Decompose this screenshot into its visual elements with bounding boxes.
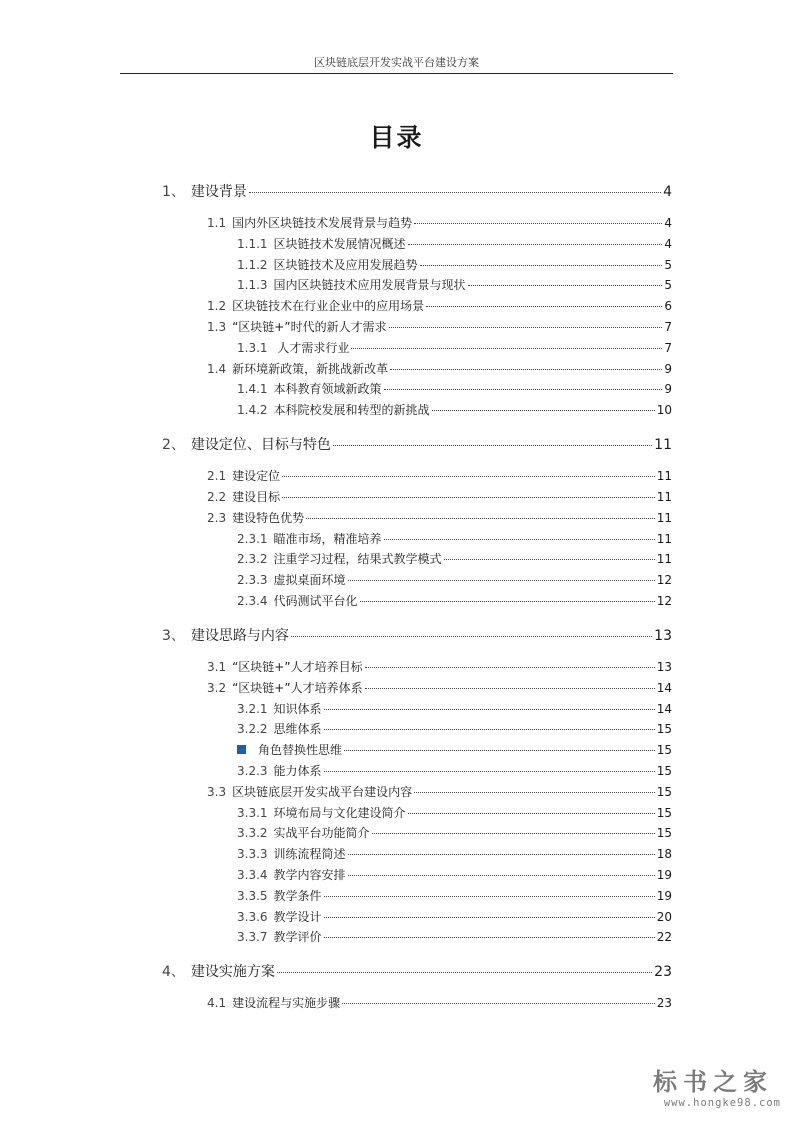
toc-entry-number: 3.2.1 [237, 701, 268, 716]
toc-entry[interactable] [207, 318, 672, 335]
toc-entry[interactable] [237, 530, 672, 547]
toc-page-number: 5 [664, 278, 672, 293]
toc-entry-title: 区块链技术在行业企业中的应用场景 [232, 299, 425, 314]
toc-entry[interactable] [237, 824, 672, 841]
toc-entry[interactable] [207, 783, 672, 800]
toc-entry[interactable] [207, 679, 672, 696]
toc-entry[interactable] [237, 762, 672, 779]
toc-entry-number: 1.3.1 [237, 340, 268, 355]
toc-page-number: 12 [656, 573, 672, 588]
toc-entry[interactable] [237, 571, 672, 588]
toc-entry-number: 3、 [162, 628, 185, 644]
toc-entry-title: 国内区块链技术应用发展背景与现状 [273, 278, 466, 293]
toc-page-number: 9 [664, 361, 672, 376]
toc-entry-number: 1.1 [207, 216, 227, 230]
toc-entry-number: 3.3.5 [237, 888, 268, 903]
toc-entry-title: 本科院校发展和转型的新挑战 [273, 403, 430, 418]
toc-entry-number: 3.2 [207, 680, 227, 695]
toc-leader-dots [426, 306, 662, 307]
toc-leader-dots [348, 875, 655, 876]
toc-leader-dots [414, 792, 655, 793]
toc-page-number: 4 [664, 236, 672, 251]
toc-entry-number: 3.3.1 [237, 805, 268, 820]
toc-leader-dots [324, 937, 655, 938]
toc-page-number: 6 [664, 299, 672, 314]
toc-entry-title: 教学评价 [273, 930, 322, 945]
toc-entry[interactable] [207, 488, 672, 505]
toc-leader-dots [291, 636, 652, 637]
toc-entry-number: 1.4.2 [237, 403, 268, 418]
toc-leader-dots [408, 813, 655, 814]
toc-leader-dots [282, 476, 655, 477]
toc-page-number: 9 [664, 382, 672, 397]
toc-leader-dots [384, 389, 663, 390]
toc-page-number: 23 [654, 964, 672, 981]
toc-entry-title: “区块链+”时代的新人才需求 [232, 320, 387, 334]
toc-entry-number: 2.3.1 [237, 531, 268, 546]
toc-leader-dots [249, 192, 661, 193]
toc-entry-number: 1.4 [207, 361, 227, 376]
toc-entry-title: “区块链+”人才培养目标 [232, 660, 363, 674]
toc-entry-title: 建设实施方案 [190, 964, 275, 981]
toc-page-number: 12 [656, 594, 672, 608]
toc-entry-number: 1.1.2 [237, 257, 268, 272]
toc-entry-title: 瞄准市场，精准培养 [273, 531, 382, 546]
toc-entry-number: 4.1 [207, 996, 227, 1011]
toc-leader-dots [414, 223, 662, 224]
toc-entry-title: 代码测试平台化 [273, 594, 358, 608]
toc-entry[interactable] [162, 961, 672, 981]
toc-entry-title: 建设思路与内容 [190, 628, 289, 644]
toc-leader-dots [348, 580, 655, 581]
toc-entry-number: 1、 [162, 184, 185, 200]
toc-page-number: 14 [656, 701, 672, 716]
toc-leader-dots [306, 518, 655, 519]
toc-entry-title: 本科教育领域新政策 [273, 382, 382, 397]
toc-page-number: 11 [656, 469, 672, 484]
toc-entry[interactable] [207, 994, 672, 1011]
toc-page-number: 19 [656, 888, 672, 903]
toc-entry-title: 环境布局与文化建设简介 [273, 805, 406, 820]
toc-entry-number: 2.2 [207, 490, 227, 504]
toc-entry[interactable] [237, 276, 672, 293]
toc-entry[interactable] [237, 928, 672, 945]
toc-entry[interactable] [162, 181, 672, 201]
toc-entry[interactable] [237, 592, 672, 609]
toc-page-number: 18 [656, 847, 672, 862]
toc-entry-number: 3.3.2 [237, 826, 268, 841]
toc-leader-dots [342, 1003, 655, 1004]
toc-entry-number: 2.3 [207, 510, 227, 525]
toc-entry-title: 建设目标 [232, 490, 281, 504]
toc-page-number: 4 [663, 184, 672, 200]
toc-entry[interactable] [237, 380, 672, 397]
toc-entry-title: 教学条件 [273, 888, 322, 903]
toc-entry[interactable] [207, 360, 672, 377]
toc-page-number: 13 [656, 660, 672, 674]
toc-entry-number: 2.3.4 [237, 594, 268, 608]
toc-entry-number: 1.2 [207, 299, 227, 314]
toc-page-number: 11 [654, 437, 672, 454]
toc-entry-title: 教学设计 [273, 909, 322, 924]
toc-entry-title: 建设定位、目标与特色 [190, 437, 331, 454]
toc-entry-number: 2.1 [207, 469, 227, 484]
page-title: 目录 [369, 123, 424, 152]
toc-leader-dots [282, 497, 655, 498]
toc-page-number: 20 [656, 909, 672, 924]
toc-leader-dots [390, 369, 662, 370]
toc-page-number: 11 [656, 490, 672, 504]
toc-entry-title: 区块链技术发展情况概述 [273, 236, 406, 251]
toc-entry[interactable] [237, 908, 672, 925]
toc-entry-number: 3.2.3 [237, 764, 268, 778]
toc-page-number: 11 [656, 552, 672, 567]
toc-entry[interactable] [207, 509, 672, 526]
toc-entry[interactable] [237, 339, 672, 356]
toc-entry-title: 教学内容安排 [273, 868, 346, 882]
toc-entry-title: 新环境新政策，新挑战新改革 [232, 361, 389, 376]
toc-entry-title: 建设特色优势 [232, 510, 305, 525]
toc-entry-title: 实战平台功能简介 [273, 826, 370, 841]
toc-entry-number: 1.4.1 [237, 382, 268, 397]
toc-entry-number: 1.3 [207, 320, 227, 334]
toc-entry[interactable] [237, 720, 672, 737]
toc-entry-number: 4、 [162, 964, 185, 981]
toc-leader-dots [348, 854, 655, 855]
toc-entry[interactable] [237, 866, 672, 883]
toc-entry-title: 国内外区块链技术发展背景与趋势 [232, 216, 413, 230]
square-bullet-icon [237, 745, 246, 754]
toc-entry[interactable] [207, 658, 672, 675]
toc-page-number: 15 [656, 722, 672, 737]
toc-entry-number: 3.3 [207, 784, 227, 799]
toc-entry-title: 知识体系 [273, 701, 322, 716]
toc-entry-title: 建设定位 [232, 469, 281, 484]
toc-page-number: 7 [664, 340, 672, 355]
toc-entry[interactable] [237, 804, 672, 821]
toc-leader-dots [344, 750, 655, 751]
toc-entry[interactable] [237, 401, 672, 418]
toc-entry-number: 1.1.3 [237, 278, 268, 293]
watermark-url: www.hongke98.com [663, 1097, 781, 1109]
toc-entry-number: 2、 [162, 437, 185, 454]
toc-entry[interactable] [162, 434, 672, 454]
watermark-logo: 标书之家 [653, 1067, 773, 1096]
toc-leader-dots [324, 917, 655, 918]
toc-leader-dots [432, 410, 655, 411]
toc-leader-dots [408, 244, 663, 245]
toc-leader-dots [360, 601, 655, 602]
toc-leader-dots [389, 327, 663, 328]
toc-entry-number: 3.3.3 [237, 847, 268, 862]
page-header: 区块链底层开发实战平台建设方案 [314, 56, 479, 69]
toc-page-number: 15 [656, 764, 672, 778]
toc-entry-number: 3.2.2 [237, 722, 268, 737]
toc-entry-title: 区块链底层开发实战平台建设内容 [232, 784, 413, 799]
toc-entry-title: 思维体系 [273, 722, 322, 737]
toc-page-number: 15 [656, 784, 672, 799]
toc-page-number: 23 [656, 996, 672, 1011]
toc-entry[interactable] [237, 845, 672, 862]
toc-page-number: 14 [656, 680, 672, 695]
toc-entry[interactable] [207, 297, 672, 314]
toc-entry[interactable] [237, 741, 672, 758]
toc-leader-dots [333, 445, 652, 446]
toc-entry-number: 1.1.1 [237, 236, 268, 251]
toc-page-number: 7 [664, 320, 672, 334]
toc-page-number: 5 [664, 257, 672, 272]
toc-leader-dots [324, 771, 655, 772]
toc-leader-dots [444, 559, 655, 560]
toc-leader-dots [324, 709, 655, 710]
toc-entry-number: 3.1 [207, 660, 227, 674]
toc-entry-title: 角色替换性思维 [258, 743, 343, 758]
toc-leader-dots [351, 348, 662, 349]
toc-leader-dots [420, 265, 663, 266]
toc-leader-dots [365, 688, 655, 689]
toc-leader-dots [277, 972, 652, 973]
toc-page-number: 15 [656, 805, 672, 820]
toc-page-number: 11 [656, 510, 672, 525]
toc-page-number: 19 [656, 868, 672, 882]
toc-entry-title: 人才需求行业 [273, 340, 350, 355]
toc-page-number: 22 [656, 930, 672, 945]
toc-entry[interactable] [162, 625, 672, 645]
toc-entry-number: 3.3.6 [237, 909, 268, 924]
toc-entry-number: 3.3.4 [237, 868, 268, 882]
toc-leader-dots [324, 896, 655, 897]
toc-entry-title: 区块链技术及应用发展趋势 [273, 257, 418, 272]
toc-page-number: 11 [656, 531, 672, 546]
toc-page-number: 15 [656, 743, 672, 758]
toc-entry[interactable] [207, 467, 672, 484]
toc-entry[interactable] [207, 214, 672, 231]
toc-entry-title: 训练流程简述 [273, 847, 346, 862]
toc-leader-dots [468, 285, 663, 286]
toc-entry[interactable] [237, 550, 672, 567]
toc-entry-number: 3.3.7 [237, 930, 268, 945]
toc-entry-title: “区块链+”人才培养体系 [232, 680, 363, 695]
toc-page-number: 13 [654, 628, 672, 644]
toc-entry[interactable] [237, 256, 672, 273]
toc-entry-title: 建设背景 [190, 184, 247, 200]
toc-page-number: 4 [664, 216, 672, 230]
toc-entry-title: 虚拟桌面环境 [273, 573, 346, 588]
toc-leader-dots [384, 539, 655, 540]
toc-entry[interactable] [237, 235, 672, 252]
toc-page-number: 10 [656, 403, 672, 418]
toc-entry-title: 建设流程与实施步骤 [232, 996, 341, 1011]
toc-entry-title: 注重学习过程，结果式教学模式 [273, 552, 442, 567]
toc-entry[interactable] [237, 700, 672, 717]
toc-page-number: 15 [656, 826, 672, 841]
toc-leader-dots [324, 729, 655, 730]
toc-entry[interactable] [237, 887, 672, 904]
toc-entry-number: 2.3.3 [237, 573, 268, 588]
toc-leader-dots [365, 667, 655, 668]
toc-entry-number: 2.3.2 [237, 552, 268, 567]
toc-entry-title: 能力体系 [273, 764, 322, 778]
toc-leader-dots [372, 833, 655, 834]
